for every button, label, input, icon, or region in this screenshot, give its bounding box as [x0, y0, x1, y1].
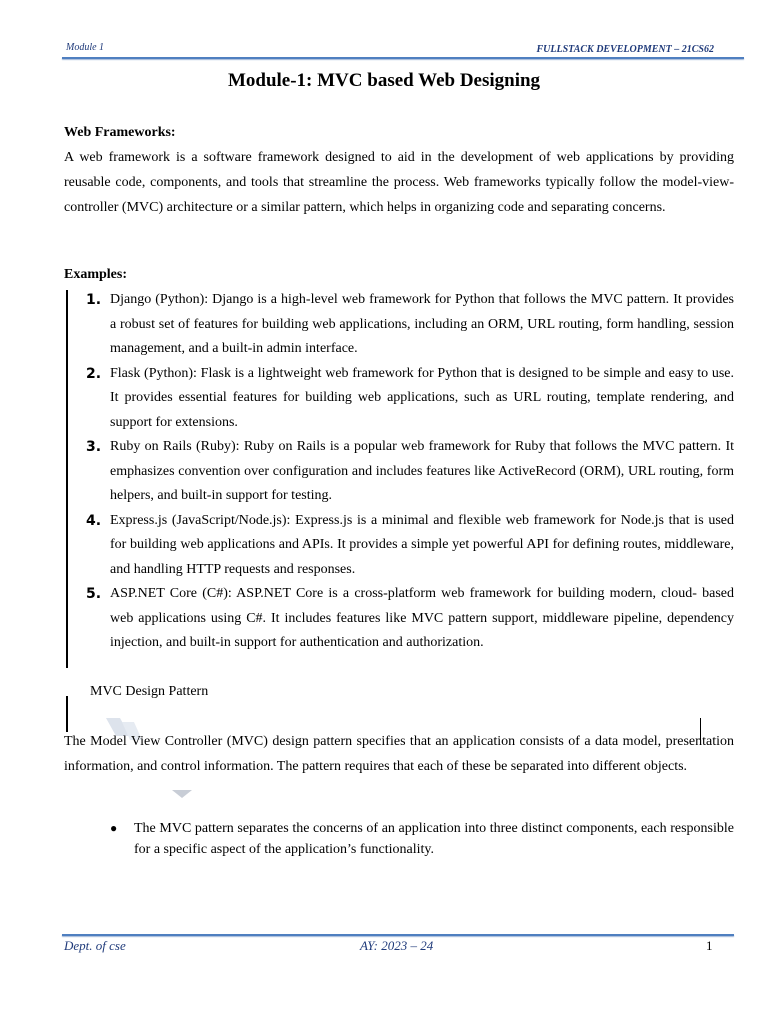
list-item: [86, 435, 734, 509]
header-course-label: FULLSTACK DEVELOPMENT – 21CS62: [536, 44, 714, 55]
footer-dept: Dept. of cse: [64, 938, 126, 953]
list-item-text: Ruby on Rails (Ruby): Ruby on Rails is a popular web framework for Ruby that follows the MVC pattern. It emphasizes convention over configuration and includes features like ActiveRecord (ORM), URL routing, form helpers, and built-in support for testing.: [110, 439, 734, 503]
decor-chevron-icon: [172, 790, 192, 800]
footer-academic-year: AY: 2023 – 24: [360, 938, 434, 953]
list-item-number: 3.: [86, 439, 102, 455]
header-module-label: Module 1: [66, 42, 105, 53]
list-item-text: ASP.NET Core (C#): ASP.NET Core is a cross-platform web framework for building modern, cloud- based web applications using C#. It includes features like MVC pattern support, middleware pipeline, dependency injection, and built-in support for authentication and authorization.: [110, 586, 734, 650]
footer-rule: [62, 934, 734, 936]
page-number: 1: [706, 938, 713, 953]
list-item-text: Django (Python): Django is a high-level web framework for Python that follows the MVC pattern. It provides a robust set of features for building web applications, including an ORM, URL routing, form handling, session management, and a built-in admin interface.: [110, 292, 734, 356]
decor-bar-left: [66, 696, 68, 732]
page-title: Module-1: MVC based Web Designing: [227, 70, 541, 91]
list-item: [86, 509, 734, 583]
list-item: [86, 582, 734, 656]
list-item-text: Flask (Python): Flask is a lightweight web framework for Python that is designed to be simple and easy to use. It provides essential features for building web applications, such as URL routing, template rendering, and support for extensions.: [110, 365, 734, 430]
list-item-number: 5.: [86, 586, 102, 602]
examples-heading: Examples:: [64, 267, 127, 282]
examples-list: [86, 288, 734, 656]
web-frameworks-heading: Web Frameworks:: [64, 125, 176, 140]
web-frameworks-section: [64, 120, 734, 220]
left-margin-bar: [66, 290, 68, 668]
list-item: [86, 288, 734, 362]
list-item-number: 4.: [86, 512, 102, 529]
header-rule: [62, 57, 744, 59]
mvc-bullet-item: [110, 818, 734, 860]
web-frameworks-paragraph: A web framework is a software framework designed to aid in the development of web applications by providing reusable code, components, and tools that streamline the process. Web frameworks typically follow the model-view-controller (MVC) architecture or a similar pattern, which helps in organizing code and separating concerns.: [64, 150, 734, 215]
bullet-text: The MVC pattern separates the concerns of an application into three distinct components, each responsible for a specific aspect of the application’s functionality.: [134, 821, 734, 857]
bullet-dot-icon: ●: [110, 821, 118, 835]
list-item-number: 2.: [86, 365, 102, 382]
list-item: [86, 362, 734, 436]
examples-heading-wrap: [64, 262, 734, 287]
list-item-number: 1.: [86, 292, 102, 308]
mvc-paragraph: The Model View Controller (MVC) design pattern specifies that an application consists of a data model, presentation information, and control information. The pattern requires that each of these be separated into different objects.: [64, 734, 734, 774]
mvc-heading: MVC Design Pattern: [90, 684, 209, 699]
list-item-text: Express.js (JavaScript/Node.js): Express.js is a minimal and flexible web framework for Node.js that is used for building web applications and APIs. It provides a simple yet powerful API for defining routes, middleware, and handling HTTP requests and responses.: [110, 512, 734, 577]
